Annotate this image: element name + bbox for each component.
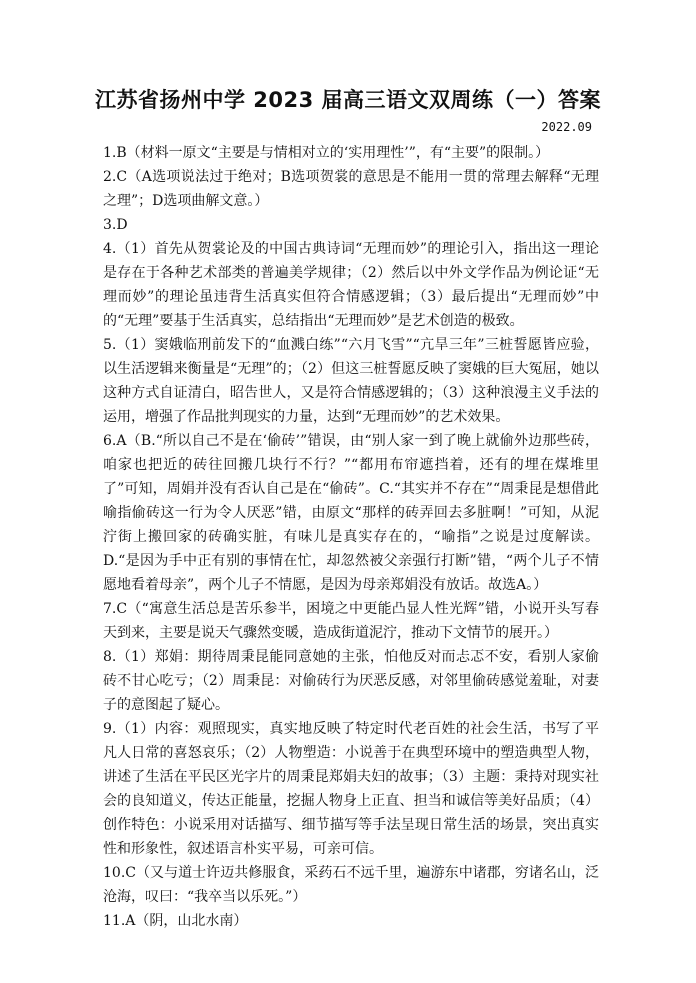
document-date: 2022.09 — [541, 120, 592, 134]
document-title: 江苏省扬州中学 2023 届高三语文双周练（一）答案 — [94, 88, 602, 112]
answer-item-9: 9.（1）内容：观照现实，真实地反映了特定时代老百姓的社会生活，书写了平凡人日常的喜怒哀乐；（2）人物塑造：小说善于在典型环境中的塑造典型人物，讲述了生活在平民区光字片的周秉昆郑娟夫妇的故事；（3）主题：秉持对现实社会的良知道义，传达正能量，挖掘人物身上正直、担当和诚信等美好品质；（4）创作特色：小说采用对话描写、细节描写等手法呈现日常生活的场景，突出真实性和形象性，叙述语言朴实平易，可亲可信。 — [103, 721, 599, 857]
answer-list — [103, 141, 599, 933]
answer-item-4: 4.（1）首先从贺裳论及的中国古典诗词“无理而妙”的理论引入，指出这一理论是存在于各种艺术部类的普遍美学规律；（2）然后以中外文学作品为例论证“无理而妙”的理论虽违背生活真实但符合情感逻辑；（3）最后提出“无理而妙”中的“无理”要基于生活真实，总结指出“无理而妙”是艺术创造的极致。 — [103, 241, 599, 329]
answer-item-11: 11.A（阴，山北水南） — [103, 913, 248, 929]
answer-item-6: 6.A（B.“所以自己不是在‘偷砖’”错误，由“别人家一到了晚上就偷外边那些砖，咱家也把近的砖往回搬几块行不行？”“都用布帘遮挡着，还有的埋在煤堆里了”可知，周娟并没有否认自己是在“偷砖”。C.“其实并不存在”“周秉昆是想借此喻指偷砖这一行为令人厌恶”错，由原文“那样的砖弄回去多脏啊！”可知，从泥泞街上搬回家的砖确实脏，有味儿是真实存在的，“喻指”之说是过度解读。D.“是因为手中正有别的事情在忙，却忽然被父亲强行打断”错，“两个儿子不情愿地看着母亲”，两个儿子不情愿，是因为母亲郑娟没有放话。故选A。） — [103, 433, 599, 593]
answer-item-1: 1.B（材料一原文“主要是与情相对立的‘实用理性’”，有“主要”的限制。） — [103, 145, 550, 161]
answer-item-2: 2.C（A选项说法过于绝对；B选项贺裳的意思是不能用一贯的常理去解释“无理之理”；D选项曲解文意。） — [103, 169, 599, 209]
answer-item-5: 5.（1）窦娥临刑前发下的“血溅白练”“六月飞雪”“亢旱三年”三桩誓愿皆应验，以生活逻辑来衡量是“无理”的；（2）但这三桩誓愿反映了窦娥的巨大冤屈，她以这种方式自证清白，昭告世人，又是符合情感逻辑的；（3）这种浪漫主义手法的运用，增强了作品批判现实的力量，达到“无理而妙”的艺术效果。 — [103, 337, 599, 425]
answer-item-3: 3.D — [103, 217, 128, 233]
answer-item-8: 8.（1）郑娟：期待周秉昆能同意她的主张，怕他反对而忐忑不安，看别人家偷砖不甘心吃亏；（2）周秉昆：对偷砖行为厌恶反感，对邻里偷砖感觉羞耻，对妻子的意图起了疑心。 — [103, 649, 599, 713]
answer-item-7: 7.C（“寓意生活总是苦乐参半，困境之中更能凸显人性光辉”错，小说开头写春天到来，主要是说天气骤然变暖，造成街道泥泞，推动下文情节的展开。） — [103, 601, 599, 641]
answer-item-10: 10.C（又与道士许迈共修服食，采药石不远千里，遍游东中诸郡，穷诸名山，泛沧海，叹曰：“我卒当以乐死。”） — [103, 865, 599, 905]
